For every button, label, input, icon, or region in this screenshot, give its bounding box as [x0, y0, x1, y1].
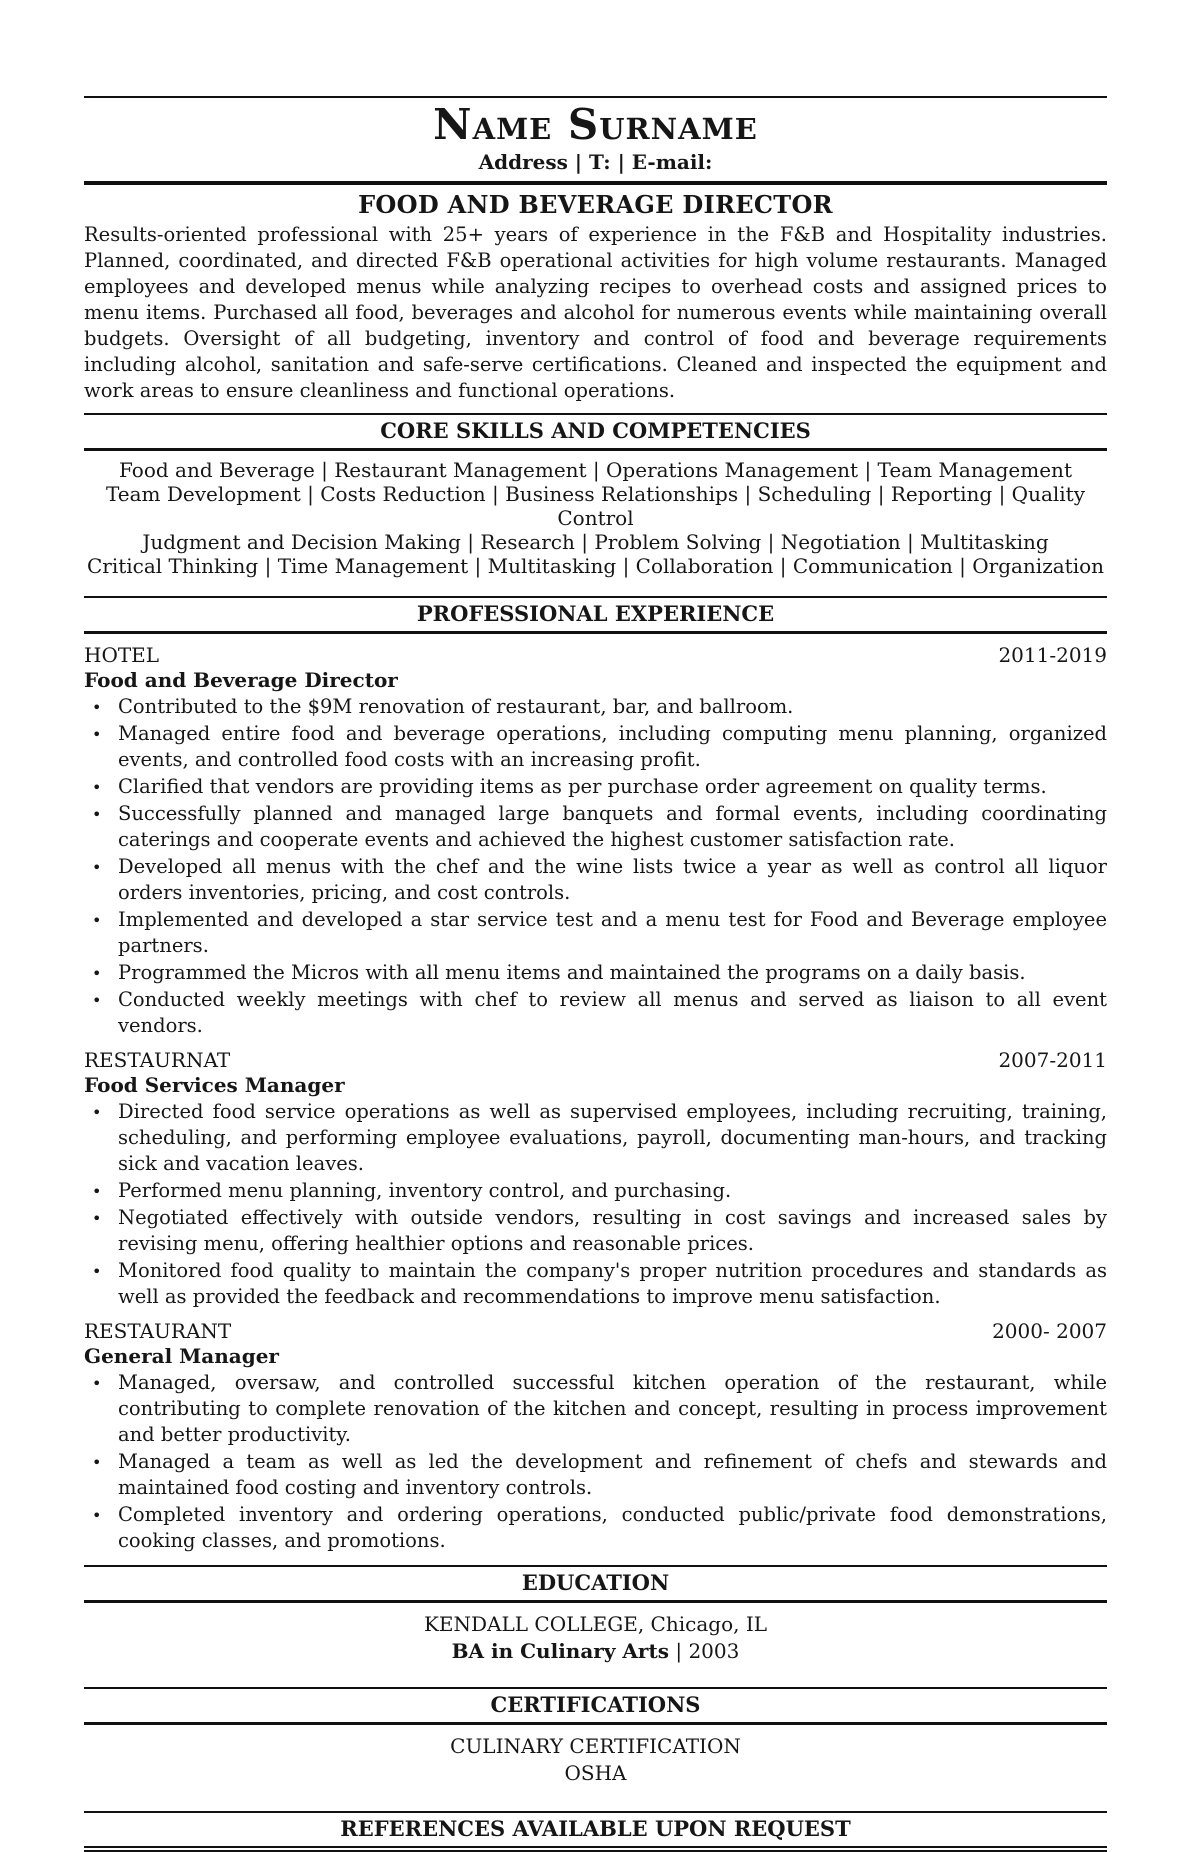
bullet-text: Monitored food quality to maintain the company's proper nutrition procedures and standards as well as provided the feedback and recommendations to improve menu satisfaction. [118, 1259, 1107, 1309]
education-school: KENDALL COLLEGE, Chicago, IL [423, 1612, 768, 1637]
job-header-row [84, 1048, 1107, 1072]
bullet-item [84, 1178, 1107, 1204]
bullet-item [84, 1370, 1107, 1448]
education-degree-line [84, 1639, 1107, 1663]
skills-line-1: Food and Beverage | Restaurant Management | Operations Management | Team Management [119, 458, 1072, 483]
job-header-row [84, 643, 1107, 667]
skills-line-4: Critical Thinking | Time Management | Multitasking | Collaboration | Communication | Organization [86, 553, 1105, 578]
education-year: | 2003 [668, 1639, 740, 1664]
bullet-list [84, 1099, 1107, 1310]
job-entry-restaurnat [84, 1048, 1107, 1310]
bullet-item [84, 1258, 1107, 1310]
references-text: REFERENCES AVAILABLE UPON REQUEST [340, 1816, 851, 1842]
bullet-icon: • [92, 1453, 102, 1473]
bullet-icon: • [92, 778, 102, 798]
bullet-text: Performed menu planning, inventory control, and purchasing. [118, 1179, 732, 1203]
core-skills-heading-text: CORE SKILLS AND COMPETENCIES [380, 418, 811, 444]
bullet-icon: • [92, 805, 102, 825]
resume-title: FOOD AND BEVERAGE DIRECTOR [358, 190, 833, 220]
bullet-icon: • [92, 991, 102, 1011]
summary-paragraph: Results-oriented professional with 25+ years of experience in the F&B and Hospitality industries. Planned, coordinated, and directed F&B operational activities for high volume restaurants. Managed employees and developed menus while analyzing recipes to overhead costs and assigned prices to menu items. Purchased all food, beverages and alcohol for numerous events while maintaining overall budgets. Oversight of all budgeting, inventory and control of food and beverage requirements including alcohol, sanitation and safe-serve certifications. Cleaned and inspected the equipment and work areas to ensure cleanliness and functional operations. [84, 223, 1107, 403]
section-heading-experience [84, 596, 1107, 634]
bullet-text: Negotiated effectively with outside vendors, resulting in cost savings and increased sales by revising menu, offering healthier options and reasonable prices. [118, 1206, 1107, 1256]
bullet-item [84, 1502, 1107, 1554]
bullet-icon: • [92, 725, 102, 745]
bullet-icon: • [92, 1374, 102, 1394]
bullet-text: Developed all menus with the chef and the wine lists twice a year as well as control all liquor orders inventories, pricing, and cost controls. [118, 855, 1107, 905]
job-header-row [84, 1319, 1107, 1343]
bullet-text: Managed entire food and beverage operations, including computing menu planning, organized events, and controlled food costs with an increasing profit. [118, 722, 1107, 772]
certification-item: OSHA [564, 1761, 627, 1786]
skills-list [84, 451, 1107, 580]
candidate-name: Name Surname [433, 100, 758, 149]
bullet-text: Successfully planned and managed large banquets and formal events, including coordinating caterings and cooperate events and achieved the highest customer satisfaction rate. [118, 802, 1107, 852]
bullet-item [84, 960, 1107, 986]
bullet-text: Conducted weekly meetings with chef to review all menus and served as liaison to all event vendors. [118, 988, 1107, 1038]
bullet-item [84, 854, 1107, 906]
experience-heading-text: PROFESSIONAL EXPERIENCE [416, 601, 775, 627]
bullet-list [84, 694, 1107, 1039]
job-dates: 2011-2019 [998, 643, 1107, 668]
bullet-item [84, 1449, 1107, 1501]
company-name: HOTEL [84, 643, 160, 668]
bullet-text: Clarified that vendors are providing items as per purchase order agreement on quality terms. [118, 775, 1047, 799]
section-heading-education [84, 1565, 1107, 1603]
contact-line: Address | T: | E-mail: [478, 150, 713, 175]
bullet-item [84, 801, 1107, 853]
skills-line-2: Team Development | Costs Reduction | Business Relationships | Scheduling | Reporting | Quality Control [105, 482, 1086, 530]
bullet-item [84, 987, 1107, 1039]
bullet-icon: • [92, 1209, 102, 1229]
bullet-icon: • [92, 858, 102, 878]
job-title: General Manager [84, 1344, 279, 1369]
job-entry-restaurant [84, 1319, 1107, 1554]
bullet-text: Directed food service operations as well as supervised employees, including recruiting, training, scheduling, and performing employee evaluations, payroll, documenting man-hours, and tracking sick and vacation leaves. [118, 1100, 1107, 1176]
bullet-text: Completed inventory and ordering operations, conducted public/private food demonstrations, cooking classes, and promotions. [118, 1503, 1107, 1553]
bullet-icon: • [92, 1262, 102, 1282]
company-name: RESTAURANT [84, 1319, 232, 1344]
section-heading-certifications [84, 1687, 1107, 1725]
references-banner [84, 1811, 1107, 1852]
bullet-text: Managed a team as well as led the development and refinement of chefs and stewards and maintained food costing and inventory controls. [118, 1450, 1107, 1500]
company-name: RESTAURNAT [84, 1048, 231, 1073]
bullet-icon: • [92, 1506, 102, 1526]
bullet-text: Contributed to the $9M renovation of restaurant, bar, and ballroom. [118, 695, 794, 719]
job-dates: 2007-2011 [998, 1048, 1107, 1073]
bullet-text: Programmed the Micros with all menu items and maintained the programs on a daily basis. [118, 961, 1026, 985]
bullet-item [84, 907, 1107, 959]
job-title: Food and Beverage Director [84, 668, 398, 693]
section-heading-core-skills [84, 413, 1107, 451]
job-entry-hotel [84, 643, 1107, 1039]
bullet-item [84, 1205, 1107, 1257]
header-banner [84, 96, 1107, 185]
bullet-icon: • [92, 698, 102, 718]
certifications-block [84, 1725, 1107, 1796]
bullet-icon: • [92, 964, 102, 984]
skills-line-3: Judgment and Decision Making | Research | Problem Solving | Negotiation | Multitasking [142, 529, 1049, 554]
job-dates: 2000- 2007 [992, 1319, 1107, 1344]
bullet-text: Implemented and developed a star service test and a menu test for Food and Beverage employee partners. [118, 908, 1107, 958]
bullet-item [84, 694, 1107, 720]
bullet-icon: • [92, 911, 102, 931]
education-degree: BA in Culinary Arts [451, 1639, 669, 1664]
education-block [84, 1603, 1107, 1674]
bullet-item [84, 774, 1107, 800]
bullet-item [84, 1099, 1107, 1177]
education-heading-text: EDUCATION [521, 1570, 670, 1596]
certification-item: CULINARY CERTIFICATION [450, 1734, 741, 1759]
certifications-heading-text: CERTIFICATIONS [490, 1692, 701, 1718]
bullet-item [84, 721, 1107, 773]
bullet-text: Managed, oversaw, and controlled successful kitchen operation of the restaurant, while contributing to complete renovation of the kitchen and concept, resulting in process improvement and better productivity. [118, 1371, 1107, 1447]
bullet-list [84, 1370, 1107, 1554]
job-title: Food Services Manager [84, 1073, 345, 1098]
bullet-icon: • [92, 1182, 102, 1202]
bullet-icon: • [92, 1103, 102, 1123]
